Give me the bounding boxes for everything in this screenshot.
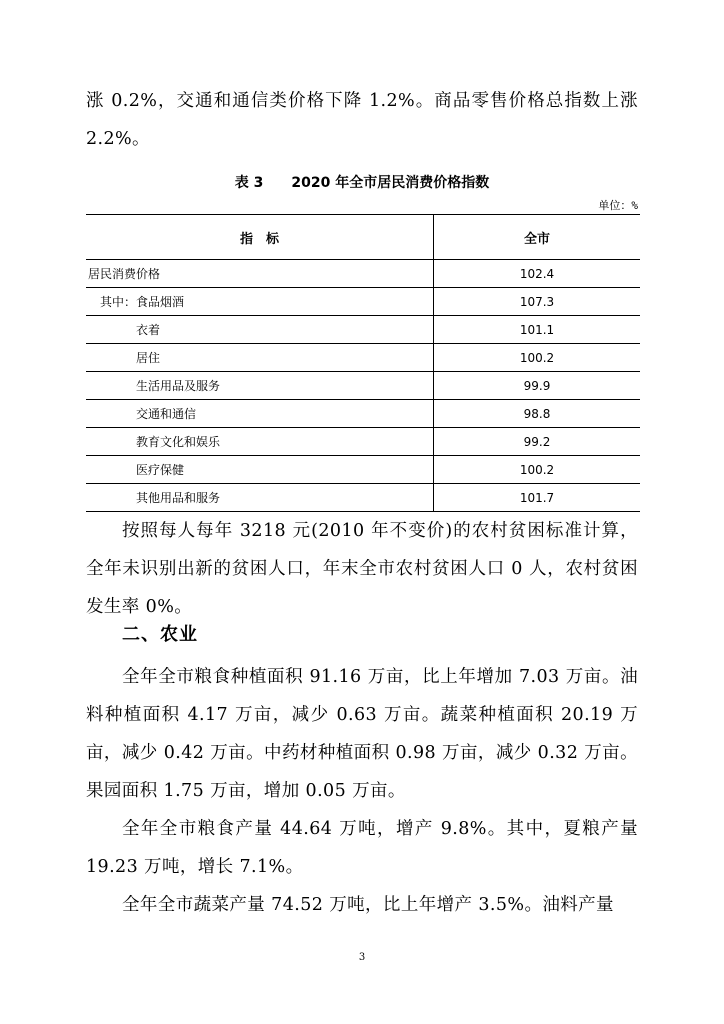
intro-paragraph: 涨 0.2%，交通和通信类价格下降 1.2%。商品零售价格总指数上涨 2.2%。 (86, 91, 638, 149)
row-label: 居住 (86, 344, 434, 372)
row-value: 101.7 (434, 484, 641, 512)
row-value: 99.2 (434, 428, 641, 456)
paragraph-grain-output: 全年全市粮食产量 44.64 万吨，增产 9.8%。其中，夏粮产量 19.23 万吨，增长 7.1%。 (86, 819, 638, 877)
row-value: 107.3 (434, 288, 641, 316)
row-label: 医疗保健 (86, 456, 434, 484)
row-label: 教育文化和娱乐 (86, 428, 434, 456)
table-body (86, 260, 640, 512)
table-row (86, 260, 640, 288)
table-row (86, 428, 640, 456)
table-unit: 单位：% (598, 199, 638, 212)
header-indicator: 指 标 (86, 215, 434, 260)
row-value: 100.2 (434, 456, 641, 484)
table-number: 表 3 (234, 175, 264, 191)
row-label: 交通和通信 (86, 400, 434, 428)
table-row (86, 344, 640, 372)
row-value: 101.1 (434, 316, 641, 344)
row-label: 其中：食品烟酒 (86, 288, 434, 316)
table-title: 2020 年全市居民消费价格指数 (291, 175, 490, 191)
row-label: 其他用品和服务 (86, 484, 434, 512)
table-row (86, 288, 640, 316)
cpi-table (86, 214, 640, 512)
table-row (86, 484, 640, 512)
table-caption (0, 172, 724, 192)
row-value: 99.9 (434, 372, 641, 400)
poverty-paragraph: 按照每人每年 3218 元(2010 年不变价)的农村贫困标准计算，全年未识别出新的贫困人口，年末全市农村贫困人口 0 人，农村贫困发生率 0%。 (86, 521, 638, 617)
row-label: 生活用品及服务 (86, 372, 434, 400)
section-heading: 二、农业 (122, 624, 198, 645)
table-row (86, 456, 640, 484)
page-number: 3 (358, 952, 366, 963)
paragraph-planting-area: 全年全市粮食种植面积 91.16 万亩，比上年增加 7.03 万亩。油料种植面积 4.17 万亩，减少 0.63 万亩。蔬菜种植面积 20.19 万亩，减少 0.42 万亩。中药材种植面积 0.98 万亩，减少 0.32 万亩。果园面积 1.75 万亩，增加 0.05 万亩。 (86, 667, 638, 801)
header-city: 全市 (434, 215, 641, 260)
paragraph-vegetable-output: 全年全市蔬菜产量 74.52 万吨，比上年增产 3.5%。油料产量 (122, 895, 614, 915)
row-value: 100.2 (434, 344, 641, 372)
table-header-row (86, 215, 640, 260)
row-label: 居民消费价格 (86, 260, 434, 288)
row-value: 98.8 (434, 400, 641, 428)
table-row (86, 400, 640, 428)
table-row (86, 316, 640, 344)
row-label: 衣着 (86, 316, 434, 344)
table-row (86, 372, 640, 400)
row-value: 102.4 (434, 260, 641, 288)
